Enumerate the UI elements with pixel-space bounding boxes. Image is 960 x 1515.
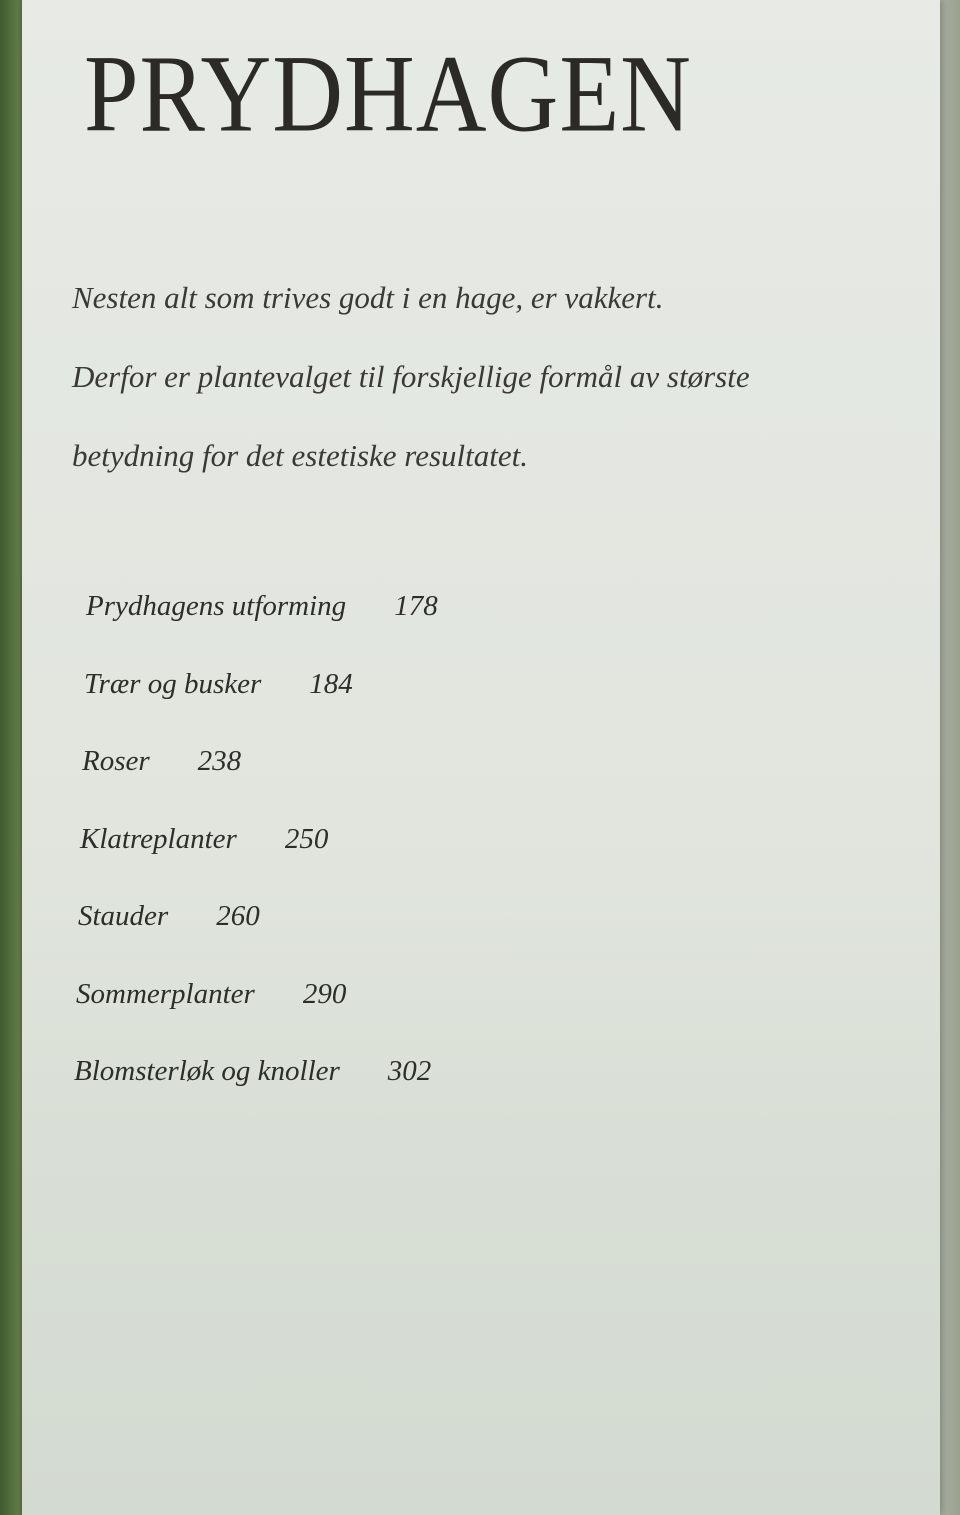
- toc-item: [52, 900, 652, 978]
- toc-item: [52, 590, 652, 668]
- toc-page-number: 178: [394, 590, 438, 622]
- toc-label: Klatreplanter: [80, 822, 237, 855]
- toc-label: Roser: [82, 745, 150, 777]
- toc-label: Blomsterløk og knoller: [74, 1055, 340, 1087]
- page-title: PRYDHAGEN: [84, 34, 692, 156]
- toc-page-number: 238: [197, 745, 242, 777]
- book-page: [22, 0, 940, 1515]
- intro-line: Derfor er plantevalget til forskjellige formål av største: [72, 359, 750, 394]
- intro-line: betydning for det estetiske resultatet.: [72, 438, 528, 473]
- toc-page-number: 184: [309, 667, 353, 700]
- toc-label: Sommerplanter: [76, 977, 255, 1010]
- intro-line: Nesten alt som trives godt i en hage, er vakkert.: [72, 280, 664, 315]
- toc-page-number: 302: [387, 1055, 432, 1087]
- toc-page-number: 260: [216, 900, 260, 932]
- toc-label: Stauder: [78, 900, 169, 932]
- toc-page-number: 290: [302, 977, 347, 1010]
- toc-item: [52, 1055, 652, 1133]
- toc-label: Trær og busker: [84, 667, 262, 700]
- toc-page-number: 250: [284, 822, 329, 855]
- toc-item: [52, 668, 652, 746]
- toc-item: [52, 978, 652, 1056]
- intro-paragraph: [72, 258, 832, 495]
- toc-item: [52, 745, 652, 823]
- toc-label: Prydhagens utforming: [86, 590, 347, 622]
- toc-item: [52, 823, 652, 901]
- table-of-contents: [52, 590, 652, 1133]
